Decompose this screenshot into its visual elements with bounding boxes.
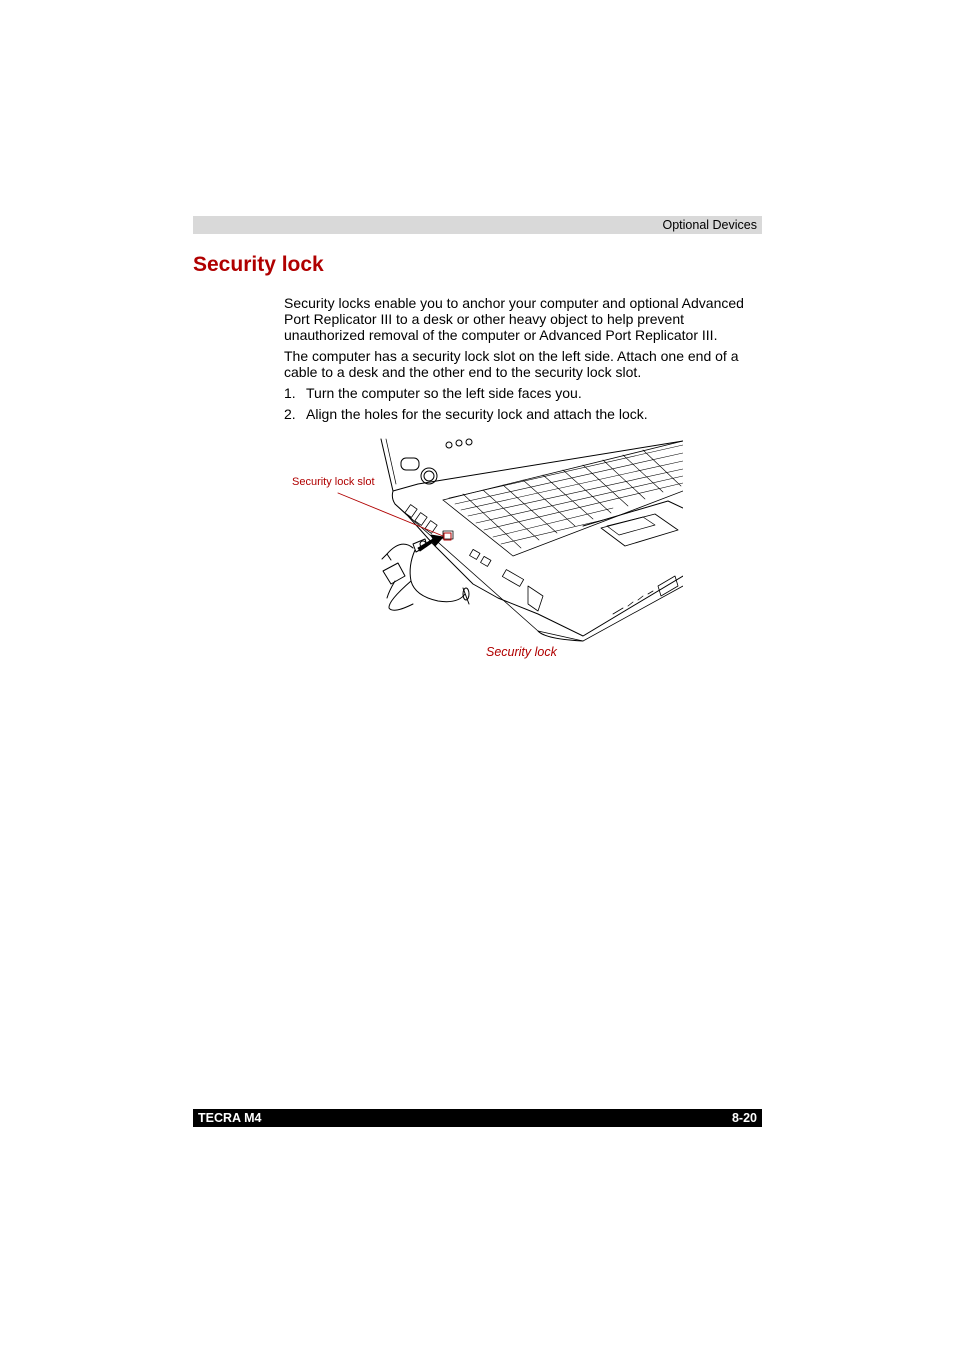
figure-callout-label: Security lock slot	[292, 476, 375, 488]
figure-caption: Security lock	[486, 645, 557, 659]
header-section-name: Optional Devices	[662, 218, 757, 232]
running-header	[193, 216, 762, 234]
footer-product-name: TECRA M4	[198, 1111, 262, 1125]
step-number: 2.	[284, 406, 296, 422]
running-footer	[193, 1109, 762, 1127]
laptop-security-lock-illustration	[283, 436, 683, 646]
page-title: Security lock	[193, 253, 324, 276]
intro-paragraph: Security locks enable you to anchor your computer and optional Advanced Port Replicator III to a desk or other heavy object to help prevent unauthorized removal of the computer or Advanced Port Replicator III.	[284, 295, 744, 343]
step-number: 1.	[284, 385, 296, 401]
slot-paragraph: The computer has a security lock slot on the left side. Attach one end of a cable to a desk and the other end to the security lock slot.	[284, 348, 739, 380]
step-text: Align the holes for the security lock and attach the lock.	[306, 406, 648, 422]
footer-page-number: 8-20	[731, 1111, 757, 1125]
step-text: Turn the computer so the left side faces you.	[306, 385, 582, 401]
